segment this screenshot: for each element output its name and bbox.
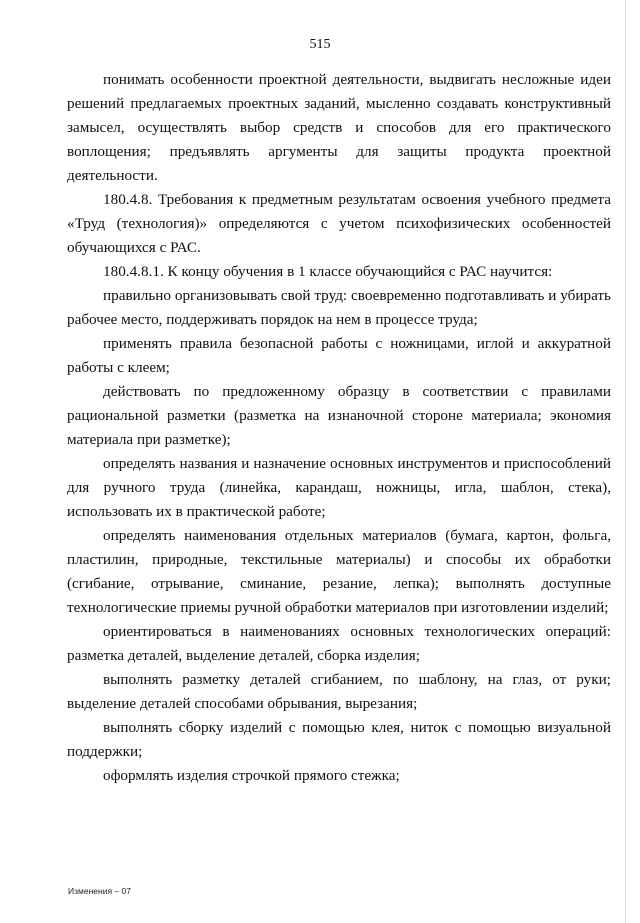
footer-revision-note: Изменения – 07 [68,886,131,896]
paragraph-tools: определять названия и назначение основных инструментов и приспособлений для ручного труда (линейка, карандаш, ножницы, игла, шаблон, стека), использовать их в практической работе; [67,455,611,520]
page-number: 515 [309,37,331,52]
document-body [67,68,611,788]
paragraph-subject-requirements: 180.4.8. Требования к предметным результатам освоения учебного предмета «Труд (технология)» определяются с учетом психофизических особенностей обучающихся с РАС. [67,191,611,256]
paragraph-marking-details: выполнять разметку деталей сгибанием, по шаблону, на глаз, от руки; выделение деталей способами обрывания, вырезания; [67,671,611,712]
paragraph-safety-rules: применять правила безопасной работы с ножницами, иглой и аккуратной работы с клеем; [67,335,611,376]
paragraph-follow-sample: действовать по предложенному образцу в соответствии с правилами рациональной разметки (разметка на изнаночной стороне материала; экономия материала при разметке); [67,383,611,448]
paragraph-assembly: выполнять сборку изделий с помощью клея, ниток с помощью визуальной поддержки; [67,719,611,760]
paragraph-materials: определять наименования отдельных материалов (бумага, картон, фольга, пластилин, природные, текстильные материалы) и способы их обработки (сгибание, отрывание, сминание, резание, лепка); выполнять доступные технологические приемы ручной обработки материалов при изготовлении изделий; [67,527,611,616]
paragraph-grade-1-heading: 180.4.8.1. К концу обучения в 1 классе обучающийся с РАС научится: [103,263,553,280]
paragraph-organize-work: правильно организовывать свой труд: своевременно подготавливать и убирать рабочее место, поддерживать порядок на нем в процессе труда; [67,287,611,328]
paragraph-operations: ориентироваться в наименованиях основных технологических операций: разметка деталей, выделение деталей, сборка изделия; [67,623,611,664]
paragraph-project-activity: понимать особенности проектной деятельности, выдвигать несложные идеи решений предлагаемых проектных заданий, мысленно создавать конструктивный замысел, осуществлять выбор средств и способов для его практического воплощения; предъявлять аргументы для защиты продукта проектной деятельности. [67,71,611,184]
paragraph-stitch: оформлять изделия строчкой прямого стежка; [103,767,400,784]
scan-edge-line [625,0,626,923]
